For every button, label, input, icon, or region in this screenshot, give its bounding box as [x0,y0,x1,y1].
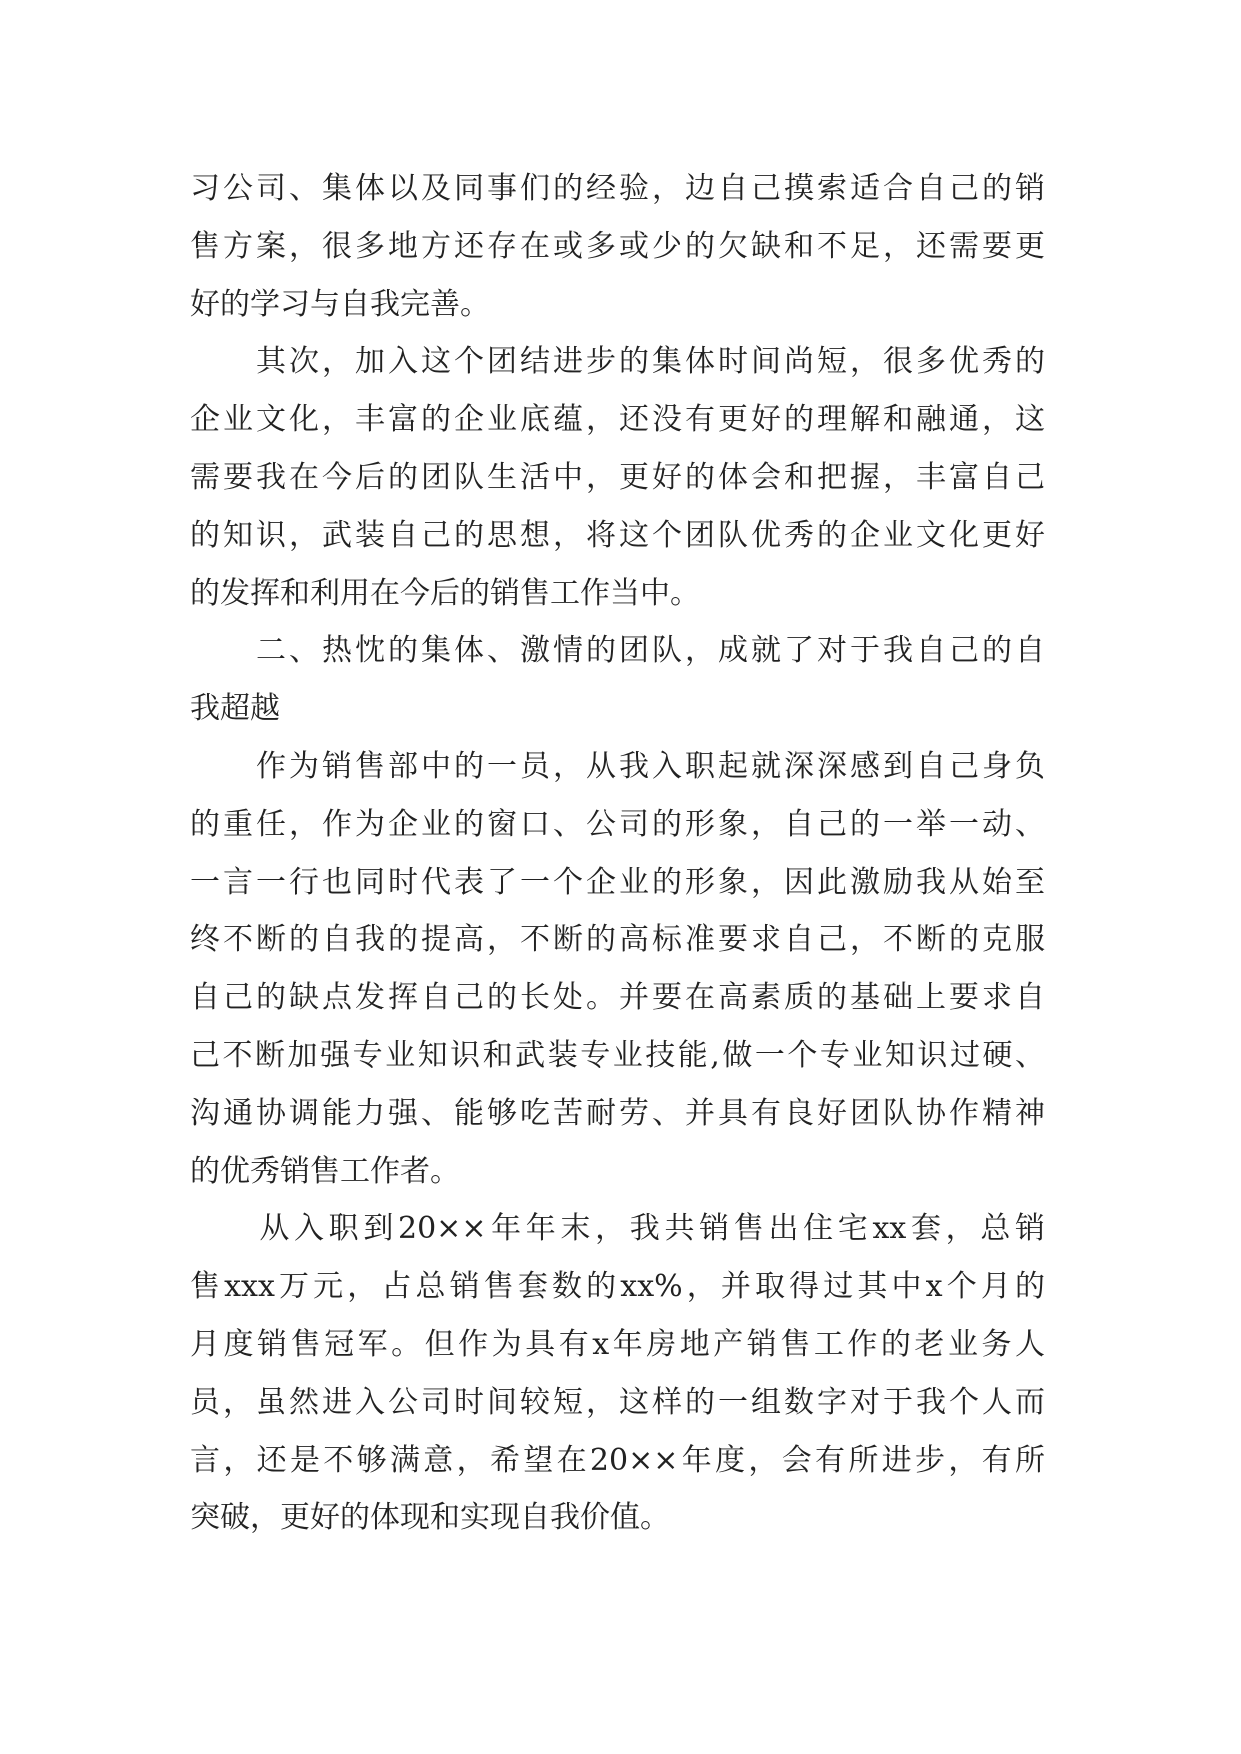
section-heading-line: 二、热忱的集体、激情的团队，成就了对于我自己的自 [190,633,1045,669]
text-line: 自己的缺点发挥自己的长处。并要在高素质的基础上要求自 [190,980,1045,1016]
text-line: 售方案，很多地方还存在或多或少的欠缺和不足，还需要更 [190,228,1045,264]
text-line: 好的学习与自我完善。 [190,286,490,322]
text-line: 的知识，武装自己的思想，将这个团队优秀的企业文化更好 [190,517,1045,553]
text-line: 从入职到20××年年末，我共销售出住宅xx套，总销 [190,1211,1045,1247]
text-line: 企业文化，丰富的企业底蕴，还没有更好的理解和融通，这 [190,402,1045,438]
text-line: 需要我在今后的团队生活中，更好的体会和把握，丰富自己 [190,459,1045,495]
text-line: 言，还是不够满意，希望在20××年度，会有所进步，有所 [190,1442,1045,1478]
text-line: 突破，更好的体现和实现自我价值。 [190,1500,670,1536]
text-line: 月度销售冠军。但作为具有x年房地产销售工作的老业务人 [190,1326,1045,1362]
text-line: 沟通协调能力强、能够吃苦耐劳、并具有良好团队协作精神 [190,1095,1045,1131]
text-line: 售xxx万元，占总销售套数的xx%，并取得过其中x个月的 [190,1269,1045,1305]
text-line: 的优秀销售工作者。 [190,1153,460,1189]
text-line: 己不断加强专业知识和武装专业技能,做一个专业知识过硬、 [190,1037,1045,1073]
text-line: 作为销售部中的一员，从我入职起就深深感到自己身负 [190,748,1045,784]
text-line: 的发挥和利用在今后的销售工作当中。 [190,575,700,611]
text-line: 一言一行也同时代表了一个企业的形象，因此激励我从始至 [190,864,1045,900]
text-line: 习公司、集体以及同事们的经验，边自己摸索适合自己的销 [190,171,1045,206]
text-line: 其次，加入这个团结进步的集体时间尚短，很多优秀的 [190,344,1045,380]
text-line: 员，虽然进入公司时间较短，这样的一组数字对于我个人而 [190,1384,1045,1420]
body-text [190,160,1045,1547]
text-line: 的重任，作为企业的窗口、公司的形象，自己的一举一动、 [190,806,1045,842]
section-heading-line: 我超越 [190,691,280,727]
text-line: 终不断的自我的提高，不断的高标准要求自己，不断的克服 [190,922,1045,958]
